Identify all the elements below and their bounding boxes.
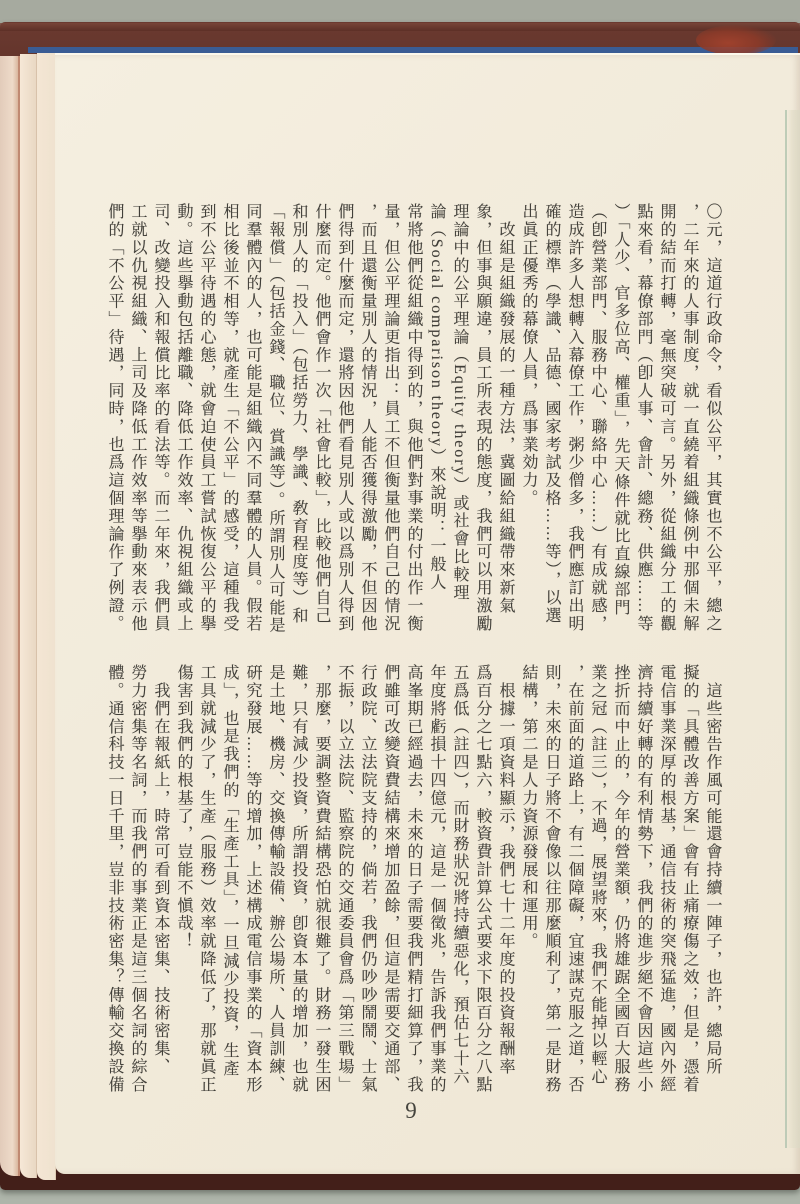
cover-top-sheen xyxy=(0,23,800,31)
text-column: 根據一項資料顯示，我們七十二年度的投資報酬率 xyxy=(497,664,514,1076)
page-number: 9 xyxy=(405,1098,417,1123)
text-column: 成」，也是我們的「生產工具」，一旦減少投資，生產 xyxy=(221,664,238,1078)
text-column: 工就以仇視組織、上司及降低工作效率等擧動來表示他 xyxy=(129,203,146,633)
text-column: 理論中的公平理論（Equity theory）或社會比較理 xyxy=(451,203,468,602)
text-column: 業之冠（註三），不過，展望將來，我們不能掉以輕心 xyxy=(589,664,606,1086)
text-column: 們的「不公平」待遇，同時，也爲這個理論作了例證。 xyxy=(106,203,123,633)
text-column: 難，只有減少投資，所謂投資，卽資本量的增加，也就 xyxy=(290,664,307,1094)
text-column: 動。這些擧動包括離職、降低工作效率、仇視組織或上 xyxy=(175,203,192,633)
text-column: 〇元，這道行政命令，看似公平，其實也不公平，總之 xyxy=(704,203,721,633)
text-column: ，在前面的道路上，有二個障礙，宜速謀克服之道，否 xyxy=(566,664,583,1094)
page-edge-stack-inner xyxy=(37,53,56,1180)
text-block-lower xyxy=(103,664,724,1110)
text-column: 電信事業深厚的根基，通信技術的突飛猛進，國內外經 xyxy=(658,664,675,1094)
text-column: 結構，第二是人力資源發展和運用。 xyxy=(520,664,537,951)
text-column: 是土地、機房、交換傳輸設備、辦公場所、人員訓練、 xyxy=(267,664,284,1094)
text-column: 體。通信科技一日千里，豈非技術密集？傳輸交換設備 xyxy=(106,664,123,1094)
text-column: （卽營業部門、服務中心、聯絡中心……）有成就感， xyxy=(589,203,606,633)
text-column: 傷害到我們的根基了，豈能不愼哉！ xyxy=(175,664,192,951)
page-fore-edge xyxy=(785,110,800,1148)
text-column: 硏究發展……等的增加，上述構成電信事業的「資本形 xyxy=(244,664,261,1094)
text-column: 常將他們從組織中得到的，與他們對事業的付出作一衡 xyxy=(405,203,422,633)
text-column: 到不公平待遇的心態，就會迫使員工嘗試恢復公平的擧 xyxy=(198,203,215,633)
page-edge-stack-middle xyxy=(20,54,37,1178)
text-column: 造成許多人想轉入幕僚工作，粥少僧多，我們應訂出明 xyxy=(566,203,583,633)
text-column: 工具就減少了，生產（服務）效率就降低了，那就眞正 xyxy=(198,664,215,1094)
text-column: 開的結而打轉，毫無突破可言。另外，從組織分工的觀 xyxy=(658,203,675,633)
text-column: 「報償」（包括金錢、職位、賞識等）。所謂別人可能是 xyxy=(267,203,284,635)
text-column: 不振，以立法院、監察院的交通委員會爲「第三戰場」 xyxy=(336,664,353,1094)
text-column: ，那麼，要調整資費結構恐怕就很難了。財務一發生困 xyxy=(313,664,330,1094)
text-column: 年度將虧損十四億元，這是一個徵兆，告訴我們事業的 xyxy=(428,664,445,1094)
text-column: 量，但公平理論更指出：員工不但衡量他們自己的情況 xyxy=(382,203,399,633)
text-column: 高峯期已經過去，未來的日子需要我們精打細算了，我 xyxy=(405,664,422,1094)
text-column: 我們在報紙上，時常可看到資本密集、技術密集、 xyxy=(152,664,169,1076)
text-column: 司、改變投入和報償比率的看法等。而二年來，我們員 xyxy=(152,203,169,633)
text-column: ，二年來的人事制度，就一直繞着組織條例中那個未解 xyxy=(681,203,698,633)
text-column: 和別人的「投入」（包括勞力、學識、敎育程度等）和 xyxy=(290,203,307,625)
text-column: 同羣體內的人，也可能是組織內不同羣體的人員。假若 xyxy=(244,203,261,633)
text-column: 出眞正優秀的幕僚人員，爲事業効力。 xyxy=(520,203,537,508)
text-column: 象，但事與願違，員工所表現的態度，我們可以用激勵 xyxy=(474,203,491,633)
text-column: 濟持續好轉的有利情勢下，我們的進步絕不會因這些小 xyxy=(635,664,652,1094)
text-column: ，而且還衡量別人的情況，人能否獲得激勵，不但因他 xyxy=(359,203,376,633)
text-block-upper xyxy=(103,203,724,649)
text-column: 挫折而中止的，今年的營業額，仍將雄踞全國百大服務 xyxy=(612,664,629,1094)
text-column: 這些密告作風可能還會持續一陣子，也許，總局所 xyxy=(704,664,721,1076)
text-column: 行政院、立法院支持的，倘若，我們仍吵吵鬧鬧、士氣 xyxy=(359,664,376,1094)
page-edge-stack-outer xyxy=(0,56,20,1176)
text-column: ）「人少、官多位高、權重」，先天條件就比直線部門 xyxy=(612,203,629,617)
text-column: 論（Social comparison theory）來說明：一般人 xyxy=(428,203,445,592)
text-column: 們雖可改變資費結構來增加盈餘，但這是需要交通部、 xyxy=(382,664,399,1094)
text-column: 改組是組織發展的一種方法，冀圖給組織帶來新氣 xyxy=(497,203,514,615)
text-column: 勞力密集等名詞，而我們的事業正是這三個名詞的綜合 xyxy=(129,664,146,1094)
cover-wear-mark xyxy=(696,25,776,55)
text-column: 們得到什麼而定，還將因他們看見別人或以爲別人得到 xyxy=(336,203,353,633)
text-column: 爲百分之七點六，較資費計算公式要求下限百分之八點 xyxy=(474,664,491,1094)
text-column: 擬的「具體改善方案」會有止痛療傷之效；但是，憑着 xyxy=(681,664,698,1094)
text-column: 相比後並不相等，就產生「不公平」的感受，這種我受 xyxy=(221,203,238,633)
text-column: 確的標準（學識、品德、國家考試及格……等），以選 xyxy=(543,203,560,625)
text-column: 什麼而定。他們會作一次「社會比較」，比較他們自己 xyxy=(313,203,330,625)
text-column: 五爲低（註四），而財務狀況將持續惡化，預估七十六 xyxy=(451,664,468,1086)
text-column: 點來看，幕僚部門（卽人事、會計、總務、供應……等 xyxy=(635,203,652,633)
text-column: 則，未來的日子將不會像以往那麼順利了，第一是財務 xyxy=(543,664,560,1094)
